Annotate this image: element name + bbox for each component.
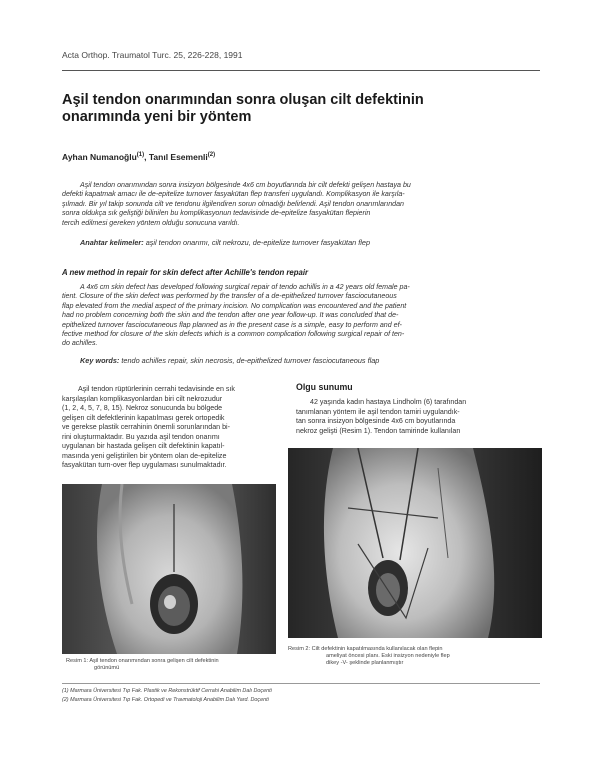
author-1-affiliation: (1)	[136, 152, 145, 159]
title-line-2: onarımında yeni bir yöntem	[62, 109, 252, 125]
body-left-line: Aşil tendon rüptürlerinin cerrahi tedavisinde en sık	[78, 385, 235, 393]
body-left-line: masında yeni geliştirilen bir yöntem olan de-epitelize	[62, 451, 227, 460]
footnote-2: (2) Marmara Üniversitesi Tıp Fak. Ortopedi ve Travmatoloji Anabilim Dalı Yard. Doçenti	[62, 697, 269, 703]
abstract-tr-line: şılmadı. Bir yıl takip sonunda cilt ve tendonu ilgilendiren sorun olmadığı belirlendi. Aşil tendon onarımlarından	[62, 199, 405, 208]
body-left-column	[62, 385, 274, 471]
keywords-en-text: tendo achilles repair, skin necrosis, de-epithelized turnover fasciocutaneous flap	[119, 356, 380, 365]
abstract-en-line: tient. Closure of the skin defect was performed by the transfer of a de-epithelized turnover fasciocutaneous	[62, 292, 397, 301]
body-left-line: karşılaşılan komplikasyonlardan biri cilt nekrozudur	[62, 394, 223, 403]
body-right-line: 42 yaşında kadın hastaya Lindholm (6) tarafından	[310, 398, 467, 406]
figure-1-photo	[62, 484, 276, 654]
body-right-line: nekroz gelişti (Resim 1). Tendon tamirinde kullanılan	[296, 426, 461, 435]
body-right-line: tan sonra insizyon bölgesinde 4x6 cm boyutlarında	[296, 417, 456, 425]
author-2-affiliation: (2)	[207, 152, 216, 159]
abstract-en-line: flap elevated from the medial aspect of the primary incision. No complication was encountered and the patient	[62, 301, 407, 310]
figure-2-caption-line: dikey -V- şeklinde planlanmıştır	[326, 660, 404, 666]
abstract-tr-line: Aşil tendon onarımından sonra insizyon bölgesinde 4x6 cm boyutlarında bir cilt defekti gelişen hastaya bu	[80, 181, 411, 189]
body-right-column	[296, 398, 542, 436]
body-right-line: tanımlanan yöntem ile aşil tendon tamiri uygulandık-	[296, 407, 460, 416]
figure-2-caption	[288, 646, 542, 667]
figure-1-caption-line: Resim 1: Aşil tendon onarımından sonra gelişen cilt defektinin	[66, 658, 219, 664]
figure-2-caption-line: Resim 2: Cilt defektinin kapatılmasında kullanılacak olan flepin	[288, 646, 443, 652]
keywords-en-label: Key words:	[80, 356, 120, 365]
abstract-turkish	[62, 181, 540, 228]
figure-1-caption	[66, 658, 280, 672]
journal-citation: Acta Orthop. Traumatol Turc. 25, 226-228, 1991	[62, 50, 243, 60]
figure-2-photo	[288, 448, 542, 638]
abstract-english	[62, 283, 540, 349]
keywords-turkish	[80, 238, 370, 247]
body-left-line: gelişen cilt defektlerinin kapatılması gerek ortopedik	[62, 413, 225, 422]
abstract-en-line: fective method for closure of the skin defects which is a common complication following surgical repair of ten-	[62, 330, 405, 339]
case-report-heading: Olgu sunumu	[296, 382, 353, 392]
abstract-en-line: A 4x6 cm skin defect has developed following surgical repair of tendo achillis in a 42 years old female pa-	[80, 283, 410, 291]
authors	[62, 152, 215, 162]
body-left-line: (1, 2, 4, 5, 7, 8, 15). Nekroz sonucunda bu bölgede	[62, 404, 223, 412]
header-rule	[62, 70, 540, 71]
article-title	[62, 92, 532, 126]
footnote-rule	[62, 683, 540, 684]
abstract-en-line: epithelized turnover fasciocutaneous flap planned as in the present case is a simple, easy to perform and ef-	[62, 320, 402, 329]
keywords-tr-label: Anahtar kelimeler:	[80, 238, 144, 247]
body-left-line: ve gerekse plastik cerrahinin önemli sorunlarından bi-	[62, 423, 230, 431]
keywords-english	[80, 356, 379, 365]
body-left-line: rini oluşturmaktadır. Bu yazıda aşil tendon onarımı	[62, 432, 220, 441]
english-abstract-title: A new method in repair for skin defect after Achille's tendon repair	[62, 268, 309, 277]
figure-1-caption-line: görünümü	[94, 665, 120, 671]
title-line-1: Aşil tendon onarımından sonra oluşan cilt defektinin	[62, 92, 424, 108]
abstract-tr-line: sonra oldukça sık geliştiği bilinilen bu komplikasyonun tedavisinde de-epitelize fasyakütan flepierin	[62, 209, 371, 218]
footnote-1: (1) Marmara Üniversitesi Tıp Fak. Plastik ve Rekonstrüktif Cerrahi Anabilim Dalı Doçenti	[62, 688, 272, 694]
abstract-tr-line: defekti kapatmak amacı ile de-epitelize turnover fasyakütan flep transferi uygulandı. Komplikasyon ile karşıla-	[62, 190, 405, 199]
author-1: Ayhan Numanoğlu	[62, 152, 137, 162]
abstract-en-line: had no problem concerning both the skin and the tendon after one year follow-up. It was concluded that de-	[62, 311, 399, 320]
keywords-tr-text: aşil tendon onarımı, cilt nekrozu, de-epitelize turnover fasyakütan flep	[143, 238, 370, 247]
abstract-tr-line: tercih edilmesi gereken yöntem olduğu sonucuna varıldı.	[62, 218, 240, 227]
figure-2-caption-line: ameliyat öncesi planı. Eski insizyon nedeniyle flep	[326, 653, 450, 659]
author-separator: , Tanıl Esemenli	[144, 152, 208, 162]
body-left-line: uygulanan bir hastada gelişen cilt defektinin kapatıl-	[62, 442, 225, 450]
abstract-en-line: do achilles.	[62, 339, 98, 348]
body-left-line: fasyakütan turn-over flep uygulaması sunulmaktadır.	[62, 461, 227, 469]
